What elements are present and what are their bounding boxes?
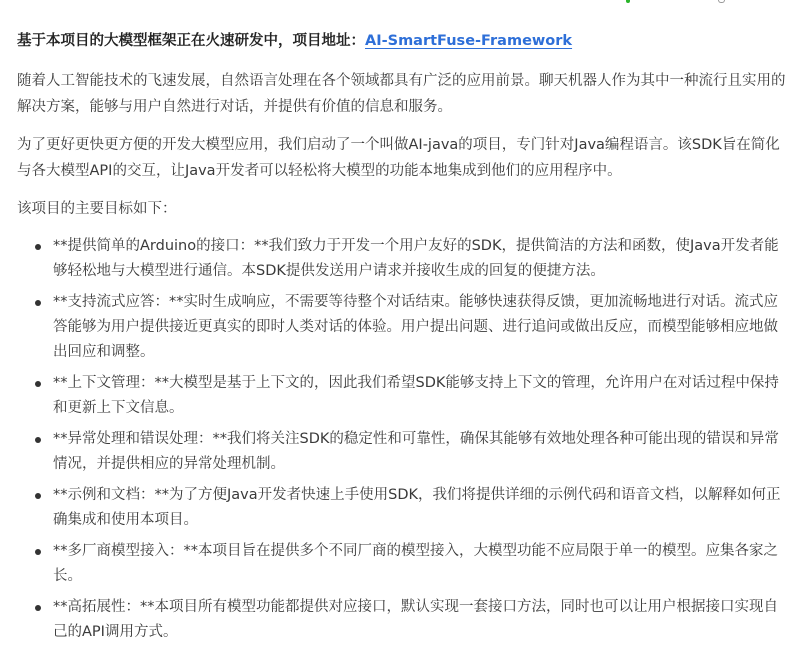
goal-text: **上下文管理：**大模型是基于上下文的，因此我们希望SDK能够支持上下文的管理，允许用户在对话过程中保持和更新上下文信息。	[53, 375, 779, 416]
list-item	[35, 595, 787, 645]
goals-heading: 该项目的主要目标如下：	[17, 201, 177, 217]
bullet-icon	[35, 493, 41, 499]
bullet-icon	[35, 244, 41, 250]
list-item	[35, 290, 787, 365]
list-item	[35, 483, 787, 533]
article-body	[17, 28, 787, 651]
bullet-icon	[35, 300, 41, 306]
goal-text: **异常处理和错误处理：**我们将关注SDK的稳定性和可靠性，确保其能够有效地处理各种可能出现的错误和异常情况，并提供相应的异常处理机制。	[53, 431, 779, 472]
bullet-icon	[35, 549, 41, 555]
intro-paragraph: 随着人工智能技术的飞速发展，自然语言处理在各个领域都具有广泛的应用前景。聊天机器人作为其中一种流行且实用的解决方案，能够与用户自然进行对话，并提供有价值的信息和服务。	[17, 73, 786, 115]
project-paragraph: 为了更好更快更方便的开发大模型应用，我们启动了一个叫做AI-java的项目，专门针对Java编程语言。该SDK旨在简化与各大模型API的交互，让Java开发者可以轻松将大模型的功能本地集成到他们的应用程序中。	[17, 137, 780, 179]
gray-glyph-icon	[718, 0, 725, 3]
project-headline	[17, 28, 787, 54]
list-item	[35, 234, 787, 284]
goal-text: **多厂商模型接入：**本项目旨在提供多个不同厂商的模型接入，大模型功能不应局限于单一的模型。应集各家之长。	[53, 543, 778, 584]
goal-text: **示例和文档：**为了方便Java开发者快速上手使用SDK，我们将提供详细的示例代码和语音文档，以解释如何正确集成和使用本项目。	[53, 487, 781, 528]
project-link[interactable]: AI-SmartFuse-Framework	[365, 33, 573, 49]
top-cropped-edge	[0, 0, 800, 8]
goal-text: **支持流式应答：**实时生成响应，不需要等待整个对话结束。能够快速获得反馈，更加流畅地进行对话。流式应答能够为用户提供接近更真实的即时人类对话的体验。用户提出问题、进行追问或做出反应，而模型能够相应地做出回应和调整。	[53, 294, 778, 360]
goal-text: **高拓展性：**本项目所有模型功能都提供对应接口，默认实现一套接口方法，同时也可以让用户根据接口实现自己的API调用方式。	[53, 599, 778, 640]
green-marker-icon	[626, 0, 630, 3]
bullet-icon	[35, 605, 41, 611]
bullet-icon	[35, 381, 41, 387]
goals-list	[17, 234, 787, 645]
headline-text: 基于本项目的大模型框架正在火速研发中，项目地址：	[17, 33, 365, 49]
goal-text: **提供简单的Arduino的接口：**我们致力于开发一个用户友好的SDK，提供简洁的方法和函数，使Java开发者能够轻松地与大模型进行通信。本SDK提供发送用户请求并接收生成的回复的便捷方法。	[53, 238, 779, 279]
list-item	[35, 371, 787, 421]
list-item	[35, 539, 787, 589]
list-item	[35, 427, 787, 477]
bullet-icon	[35, 437, 41, 443]
